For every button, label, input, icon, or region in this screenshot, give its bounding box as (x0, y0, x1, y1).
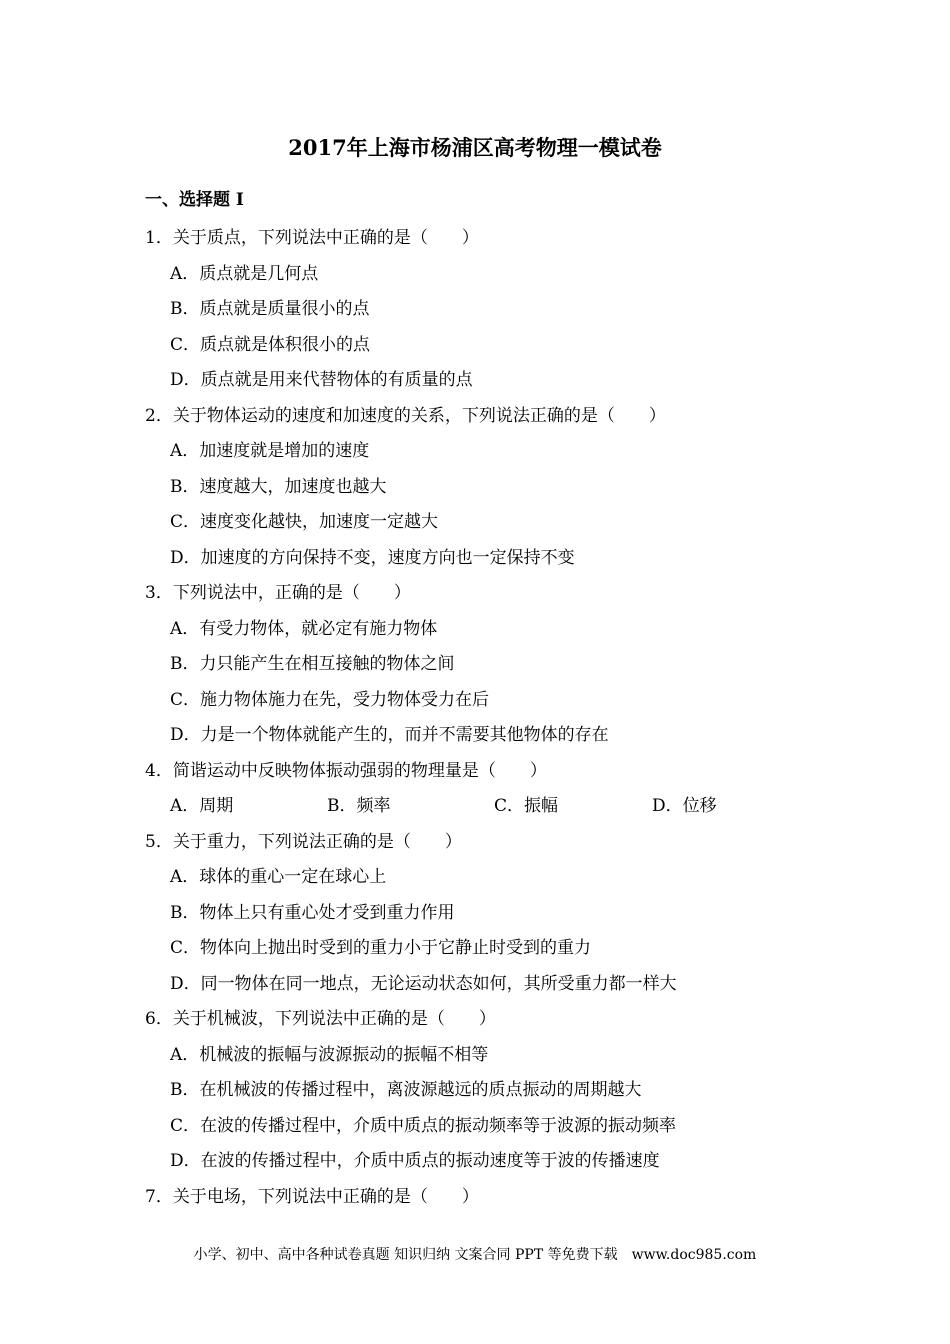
question-1-stem: 1．关于质点，下列说法中正确的是（ ） (145, 228, 479, 248)
question-2-option-a: A．加速度就是增加的速度 (170, 441, 370, 461)
question-list (145, 221, 805, 1215)
question-2-option-b: B．速度越大，加速度也越大 (170, 476, 387, 497)
page-footer: 小学、初中、高中各种试卷真题 知识归纳 文案合同 PPT 等免费下载 www.doc985.com (193, 1247, 757, 1263)
question-2-option-d: D．加速度的方向保持不变，速度方向也一定保持不变 (170, 547, 575, 568)
question-4-option-d: D．位移 (652, 796, 717, 816)
question-5-option-d: D．同一物体在同一地点，无论运动状态如何，其所受重力都一样大 (170, 973, 677, 994)
question-3-option-d: D．力是一个物体就能产生的，而并不需要其他物体的存在 (170, 725, 609, 745)
question-4-option-b: B．频率 (327, 796, 391, 816)
question-1-option-d: D．质点就是用来代替物体的有质量的点 (170, 370, 473, 390)
page-title: 2017年上海市杨浦区高考物理一模试卷 (288, 135, 662, 160)
question-5-option-a: A．球体的重心一定在球心上 (170, 867, 387, 887)
question-6-option-c: C．在波的传播过程中，介质中质点的振动频率等于波源的振动频率 (170, 1115, 677, 1136)
question-3-option-c: C．施力物体施力在先，受力物体受力在后 (170, 689, 490, 710)
section-heading: 一、选择题 I (145, 190, 244, 210)
question-1-option-c: C．质点就是体积很小的点 (170, 334, 371, 355)
question-3-option-b: B．力只能产生在相互接触的物体之间 (170, 654, 455, 674)
question-6-option-b: B．在机械波的传播过程中，离波源越远的质点振动的周期越大 (170, 1080, 642, 1100)
question-5-option-b: B．物体上只有重心处才受到重力作用 (170, 902, 455, 923)
question-4-option-c: C．振幅 (494, 796, 559, 816)
question-1-option-b: B．质点就是质量很小的点 (170, 299, 370, 319)
question-6-option-d: D．在波的传播过程中，介质中质点的振动速度等于波的传播速度 (170, 1151, 660, 1171)
question-6-option-a: A．机械波的振幅与波源振动的振幅不相等 (170, 1044, 489, 1065)
question-4-stem: 4．简谐运动中反映物体振动强弱的物理量是（ ） (145, 760, 547, 781)
question-5-option-c: C．物体向上抛出时受到的重力小于它静止时受到的重力 (170, 938, 592, 958)
question-4-option-a: A．周期 (170, 796, 234, 816)
question-5-stem: 5．关于重力，下列说法正确的是（ ） (145, 831, 462, 852)
question-4-options-row (145, 789, 805, 825)
question-3-option-a: A．有受力物体，就必定有施力物体 (170, 618, 438, 639)
question-1-option-a: A．质点就是几何点 (170, 263, 319, 284)
question-6-stem: 6．关于机械波，下列说法中正确的是（ ） (145, 1009, 496, 1029)
question-7-stem: 7．关于电场，下列说法中正确的是（ ） (145, 1186, 479, 1207)
question-3-stem: 3．下列说法中，正确的是（ ） (145, 583, 411, 603)
question-2-stem: 2．关于物体运动的速度和加速度的关系，下列说法正确的是（ ） (145, 405, 666, 426)
question-2-option-c: C．速度变化越快，加速度一定越大 (170, 512, 439, 532)
